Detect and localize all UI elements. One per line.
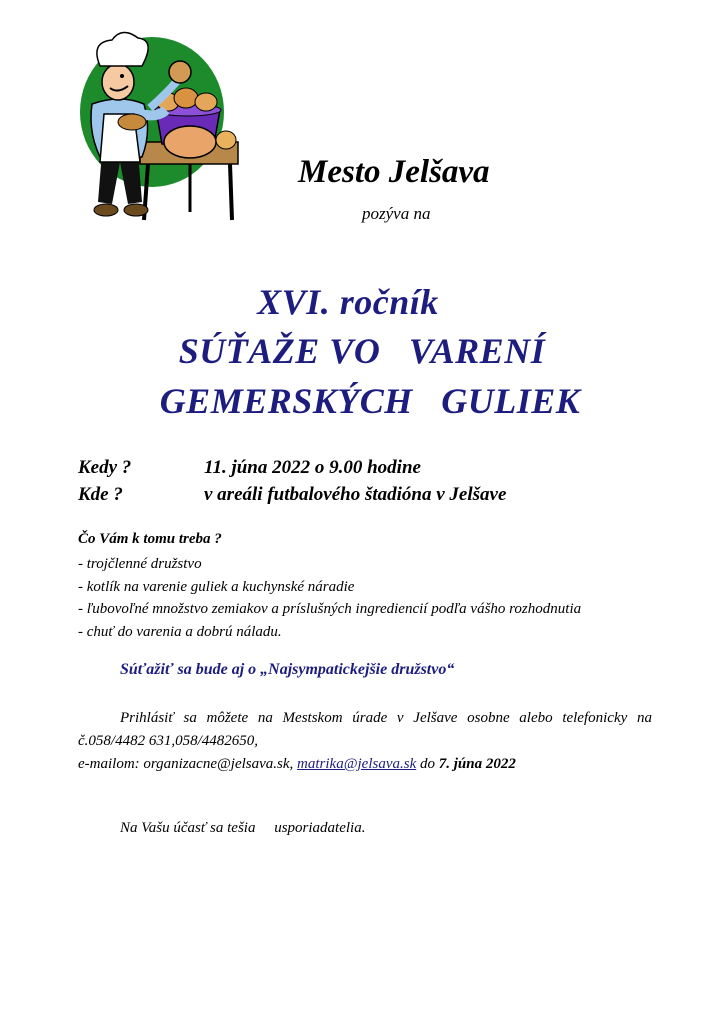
requirements-list	[78, 553, 581, 643]
email-text: e-mailom: organizacne@jelsava.sk,	[78, 756, 294, 772]
phone-numbers: č.058/4482 631,058/4482650,	[78, 733, 258, 749]
contest-note: Súťažiť sa bude aj o „Najsympatickejšie družstvo“	[120, 661, 455, 678]
registration-word: na	[636, 710, 652, 726]
list-item: - ľubovoľné množstvo zemiakov a príslušných ingrediencií podľa vášho rozhodnutia	[78, 601, 582, 617]
title-line-3: GEMERSKÝCH GULIEK	[159, 381, 581, 421]
list-item: - trojčlenné družstvo	[78, 556, 202, 572]
registration-word: sa	[183, 710, 197, 726]
title-line-1: XVI. ročník	[257, 282, 439, 322]
when-label: Kedy ?	[78, 457, 132, 478]
registration-word: môžete	[206, 710, 249, 726]
title-line-2: SÚŤAŽE VO VARENÍ	[178, 331, 546, 371]
where-label: Kde ?	[78, 484, 123, 505]
chef-illustration-icon	[70, 22, 245, 227]
where-value: v areáli futbalového štadióna v Jelšave	[204, 484, 507, 505]
list-item: - chuť do varenia a dobrú náladu.	[78, 623, 282, 640]
town-name: Mesto Jelšava	[298, 154, 490, 190]
registration-word: na	[257, 710, 273, 726]
registration-word: telefonicky	[562, 710, 628, 726]
list-item: - kotlík na varenie guliek a kuchynské náradie	[78, 578, 355, 595]
invite-text: pozýva na	[362, 204, 431, 223]
registration-word: v	[396, 710, 404, 726]
email-link[interactable]: matrika@jelsava.sk	[297, 756, 417, 772]
when-value: 11. júna 2022 o 9.00 hodine	[204, 457, 421, 478]
registration-line-3	[78, 756, 516, 773]
deadline-prefix: do	[416, 756, 439, 772]
closing-text: Na Vašu účasť sa tešia usporiadatelia.	[120, 820, 366, 836]
registration-word: osobne	[467, 710, 510, 726]
deadline-date: 7. júna 2022	[438, 756, 516, 772]
registration-word: Prihlásiť	[120, 710, 174, 726]
registration-word: Jelšave	[413, 710, 458, 726]
registration-line-1	[78, 710, 652, 727]
registration-word: úrade	[352, 710, 388, 726]
requirements-heading: Čo Vám k tomu treba ?	[78, 531, 222, 547]
registration-word: alebo	[519, 710, 553, 726]
registration-word: Mestskom	[282, 710, 343, 726]
